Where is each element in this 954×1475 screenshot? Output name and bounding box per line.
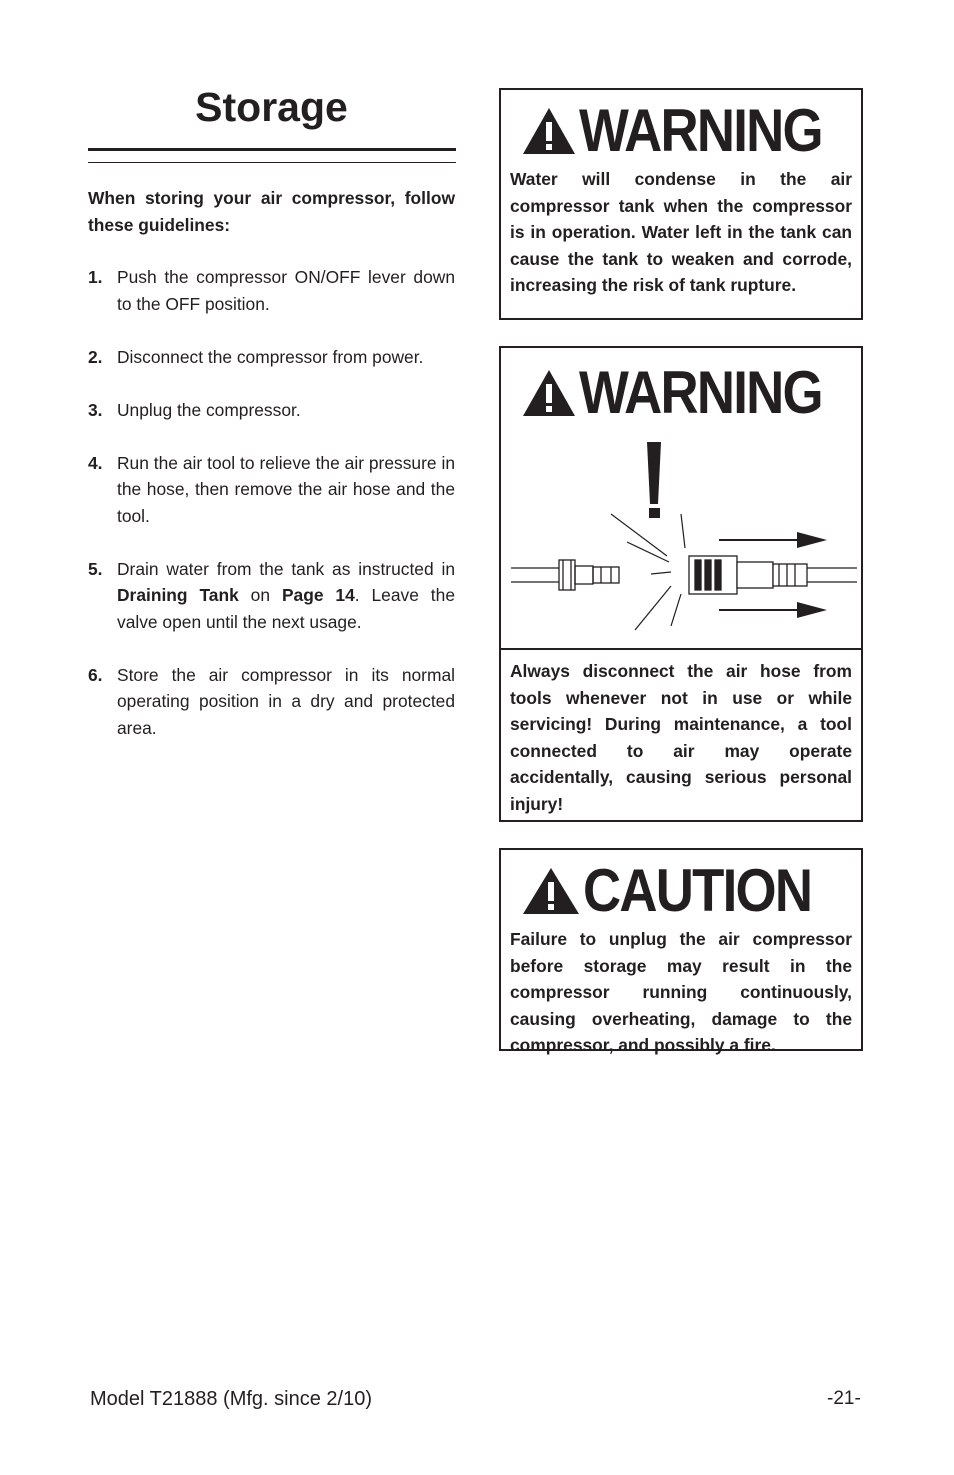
warning-triangle-icon	[521, 368, 577, 418]
step-text-part: Drain water from the tank as instructed in	[117, 558, 455, 579]
intro-text: When storing your air compressor, follow these guidelines:	[88, 188, 455, 235]
footer-page-number: -21-	[827, 1388, 861, 1409]
caution-heading: CAUTION	[583, 857, 812, 924]
step-text: Push the compressor ON/OFF lever down to the OFF position.	[117, 267, 455, 314]
page-reference: Page 14	[281, 585, 355, 605]
caution-message: Failure to unplug the air compressor before storage may result in the compressor running continuously, causing overheating, damage to the compressor, and possibly a fire.	[510, 929, 852, 1055]
step-number: 4.	[88, 452, 103, 473]
step-text-part: on	[238, 585, 282, 605]
warning-header	[501, 96, 861, 166]
footer-model: Model T21888 (Mfg. since 2/10)	[90, 1388, 373, 1410]
caution-header	[501, 856, 861, 926]
step-text: Run the air tool to relieve the air pressure in the hose, then remove the air hose and the tool.	[117, 452, 455, 526]
draining-tank-reference: Draining Tank	[117, 585, 239, 605]
step-item	[88, 264, 455, 317]
warning-header	[501, 358, 861, 428]
step-item	[88, 450, 455, 530]
step-number: 3.	[88, 399, 103, 420]
step-text	[117, 556, 455, 636]
warning-box-condensation	[499, 88, 863, 320]
title-rule-thick	[88, 148, 456, 151]
step-number: 6.	[88, 664, 103, 685]
step-number: 2.	[88, 346, 103, 367]
warning-heading: WARNING	[579, 359, 822, 426]
title-rule-thin	[88, 162, 456, 163]
warning-triangle-icon	[521, 106, 577, 156]
warning-message: Water will condense in the air compressor tank when the compressor is in operation. Water left in the tank can cause the tank to weaken and corrode, increasing the risk of tank rupture.	[510, 169, 852, 295]
caution-triangle-icon	[521, 866, 581, 916]
step-number: 1.	[88, 267, 103, 287]
step-number: 5.	[88, 558, 103, 579]
warning-heading: WARNING	[579, 97, 822, 164]
step-text: Unplug the compressor.	[117, 399, 301, 420]
step-item	[88, 397, 455, 424]
warning-message: Always disconnect the air hose from tools whenever not in use or while servicing! During maintenance, a tool connected to air may operate accidentally, causing serious personal injury!	[510, 661, 852, 814]
hose-disconnect-illustration	[501, 430, 861, 650]
step-item	[88, 662, 455, 742]
warning-box-hose	[499, 346, 863, 822]
step-text-part: . Leave the valve open until the next usage.	[117, 585, 455, 632]
step-item	[88, 556, 455, 636]
caution-box-unplug	[499, 848, 863, 1055]
warning-divider	[501, 648, 861, 650]
step-text: Disconnect the compressor from power.	[117, 346, 424, 367]
page-title: Storage	[195, 84, 348, 130]
step-item	[88, 344, 455, 371]
step-text: Store the air compressor in its normal operating position in a dry and protected area.	[117, 664, 455, 738]
storage-steps-list	[88, 264, 455, 768]
